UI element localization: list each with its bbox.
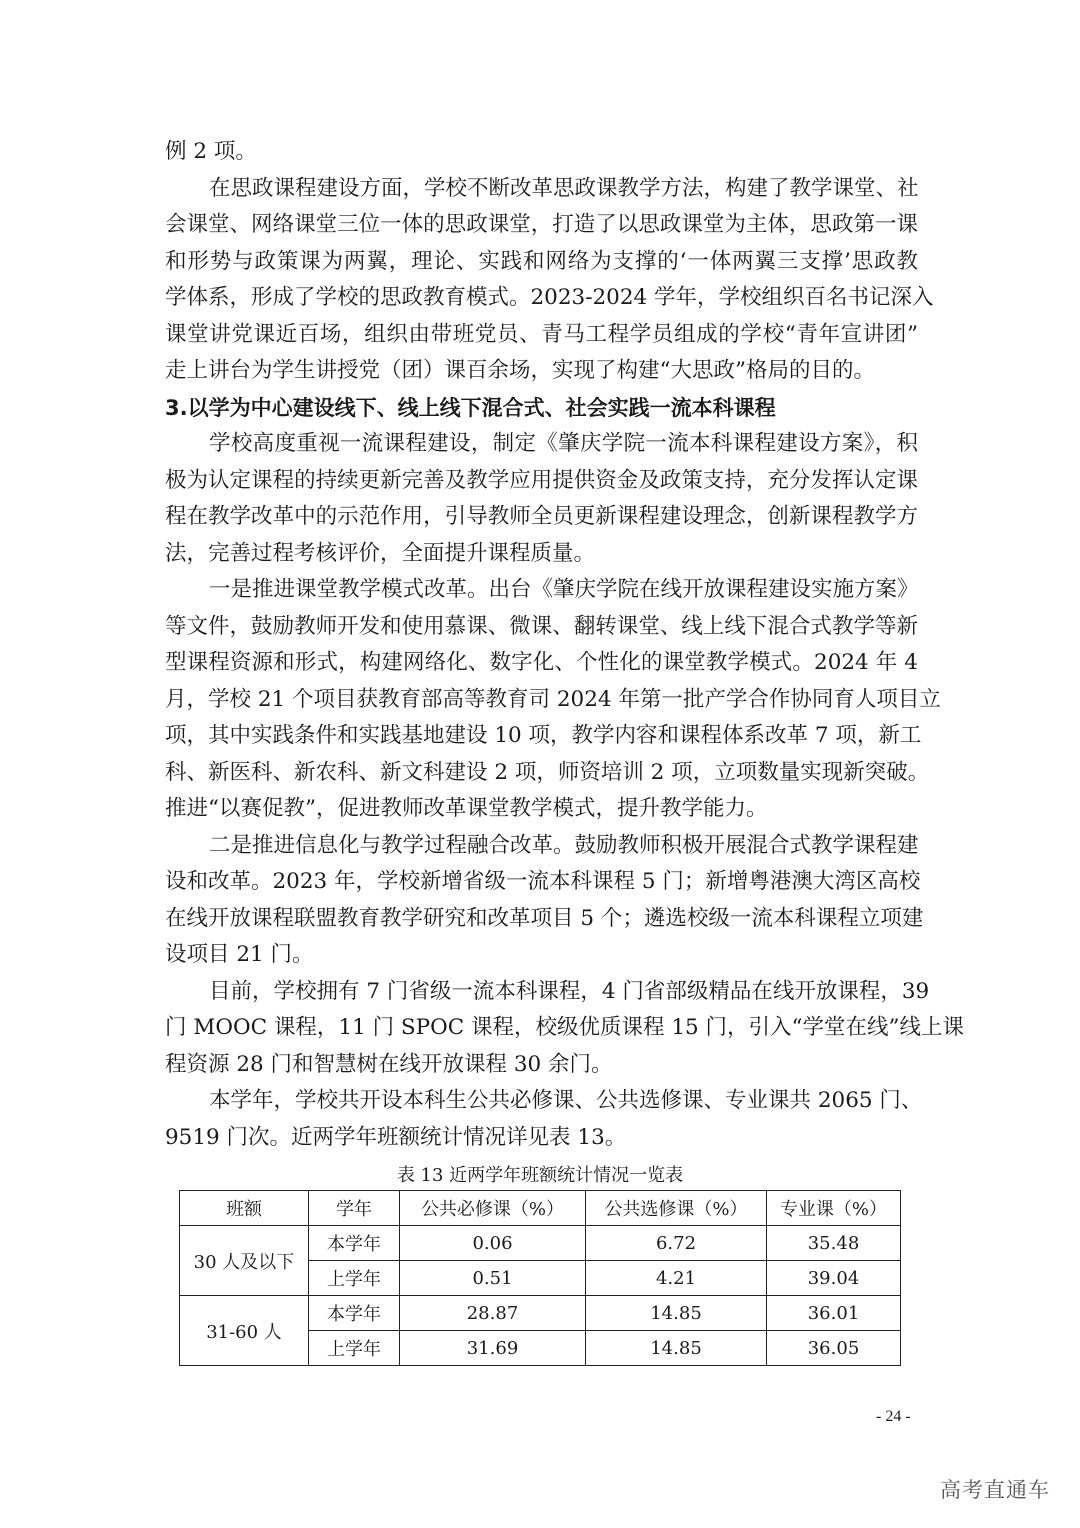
paragraph [165, 974, 965, 1084]
paragraph [165, 134, 918, 171]
header-class-size: 班额 [180, 1191, 309, 1226]
year-cell: 本学年 [309, 1296, 400, 1331]
class-size-table [179, 1190, 901, 1366]
value-cell: 14.85 [586, 1331, 767, 1366]
text-line: 在线开放课程联盟教育教学研究和改革项目 5 个；遴选校级一流本科课程立项建 [165, 905, 924, 931]
text-line: 型课程资源和形式，构建网络化、数字化、个性化的课堂教学模式。2024 年 4 [165, 650, 918, 675]
text-line: 二是推进信息化与教学过程融合改革。鼓励教师积极开展混合式教学课程建 [209, 832, 919, 858]
text-line: 项，其中实践条件和实践基地建设 10 项，教学内容和课程体系改革 7 项，新工 [165, 723, 922, 748]
class-size-cell: 31-60 人 [180, 1296, 309, 1366]
class-size-cell: 30 人及以下 [180, 1226, 309, 1296]
text-line: 会课堂、网络课堂三位一体的思政课堂，打造了以思政课堂为主体，思政第一课 [165, 212, 918, 237]
value-cell: 0.51 [400, 1261, 586, 1296]
text-line: 月，学校 21 个项目获教育部高等教育司 2024 年第一批产学合作协同育人项目立 [165, 686, 941, 712]
text-line: 设项目 21 门。 [165, 942, 314, 967]
value-cell: 35.48 [767, 1226, 901, 1261]
paragraph [165, 828, 924, 974]
paragraph [165, 171, 934, 390]
text-line: 学体系，形成了学校的思政教育模式。2023-2024 学年，学校组织百名书记深入 [165, 285, 934, 310]
value-cell: 39.04 [767, 1261, 901, 1296]
document-body [165, 134, 965, 1156]
value-cell: 14.85 [586, 1296, 767, 1331]
text-line: 一是推进课堂教学模式改革。出台《肇庆学院在线开放课程建设实施方案》 [209, 577, 919, 602]
text-line: 科、新医科、新农科、新文科建设 2 项，师资培训 2 项，立项数量实现新突破。 [165, 759, 930, 785]
text-line: 9519 门次。近两学年班额统计情况详见表 13。 [165, 1124, 627, 1150]
value-cell: 28.87 [400, 1296, 586, 1331]
value-cell: 6.72 [586, 1226, 767, 1261]
text-line: 课堂讲党课近百场，组织由带班党员、青马工程学员组成的学校“青年宣讲团” [165, 321, 918, 347]
text-line: 等文件，鼓励教师开发和使用慕课、微课、翻转课堂、线上线下混合式教学等新 [165, 613, 918, 639]
year-cell: 上学年 [309, 1331, 400, 1366]
paragraph [165, 426, 918, 572]
value-cell: 0.06 [400, 1226, 586, 1261]
text-line: 推进“以赛促教”，促进教师改革课堂教学模式，提升教学能力。 [165, 796, 768, 821]
text-line: 程在教学改革中的示范作用，引导教师全员更新课程建设理念，创新课程教学方 [165, 504, 918, 529]
paragraph [165, 1083, 923, 1156]
value-cell: 4.21 [586, 1261, 767, 1296]
text-line: 3.以学为中心建设线下、线上线下混合式、社会实践一流本科课程 [165, 395, 776, 420]
text-line: 和形势与政策课为两翼，理论、实践和网络为支撑的‘一体两翼三支撑’思政教 [165, 248, 918, 274]
text-line: 走上讲台为学生讲授党（团）课百余场，实现了构建“大思政”格局的目的。 [165, 358, 875, 383]
section-heading [165, 390, 918, 427]
watermark: 高考直通车 [940, 1478, 1050, 1502]
header-public-required: 公共必修课（%） [400, 1191, 586, 1226]
text-line: 目前，学校拥有 7 门省级一流本科课程，4 门省部级精品在线开放课程，39 [209, 978, 930, 1004]
text-line: 设和改革。2023 年，学校新增省级一流本科课程 5 门；新增粤港澳大湾区高校 [165, 869, 921, 894]
header-year: 学年 [309, 1191, 400, 1226]
value-cell: 36.01 [767, 1296, 901, 1331]
page-number: - 24 - [876, 1408, 911, 1425]
text-line: 法，完善过程考核评价，全面提升课程质量。 [165, 540, 596, 566]
table-header-row [180, 1191, 901, 1226]
text-line: 门 MOOC 课程，11 门 SPOC 课程，校级优质课程 15 门，引入“学堂在线”线上课 [165, 1015, 965, 1040]
table-caption: 表 13 近两学年班额统计情况一览表 [396, 1165, 684, 1186]
text-line: 本学年，学校共开设本科生公共必修课、公共选修课、专业课共 2065 门、 [209, 1088, 923, 1113]
value-cell: 36.05 [767, 1331, 901, 1366]
text-line: 例 2 项。 [165, 139, 257, 164]
text-line: 在思政课程建设方面，学校不断改革思政课教学方法，构建了教学课堂、社 [209, 175, 919, 201]
text-line: 极为认定课程的持续更新完善及教学应用提供资金及政策支持，充分发挥认定课 [165, 467, 918, 493]
year-cell: 本学年 [309, 1226, 400, 1261]
table-row [180, 1226, 901, 1261]
year-cell: 上学年 [309, 1261, 400, 1296]
value-cell: 31.69 [400, 1331, 586, 1366]
text-line: 程资源 28 门和智慧树在线开放课程 30 余门。 [165, 1051, 613, 1077]
table-row [180, 1296, 901, 1331]
header-public-elective: 公共选修课（%） [586, 1191, 767, 1226]
text-line: 学校高度重视一流课程建设，制定《肇庆学院一流本科课程建设方案》，积 [209, 431, 918, 456]
paragraph [165, 572, 941, 828]
header-major: 专业课（%） [767, 1191, 901, 1226]
